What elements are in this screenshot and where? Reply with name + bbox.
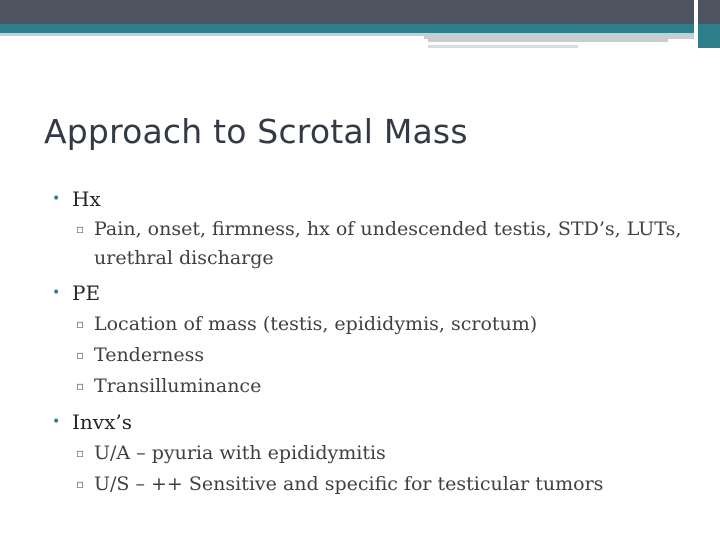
sub-bullet-icon: ▫ [76,446,85,460]
bullet-icon: • [52,191,61,207]
header-bar-teal-right [698,24,720,48]
bullet-item-invx [52,406,692,438]
sub-bullet-item [52,340,692,371]
sub-bullet-icon: ▫ [76,317,85,331]
header-bar-dark-fill [0,0,694,24]
sub-bullet-item [52,469,692,500]
header-bar-grey [428,39,668,42]
bullet-item-hx [52,183,692,215]
sub-bullet-text: Tenderness [94,344,205,366]
bullet-label: Invx’s [72,410,132,434]
sub-list-pe [52,309,692,402]
header-bar-teal [0,24,720,33]
sub-bullet-icon: ▫ [76,222,85,236]
header-bar-dark-right [698,0,720,24]
header-bar-grey [0,33,424,36]
sub-bullet-text: U/S – ++ Sensitive and specific for testicular tumors [94,473,604,495]
sub-bullet-icon: ▫ [76,477,85,491]
bullet-icon: • [52,285,61,301]
bullet-label: Hx [72,187,101,211]
bullet-label: PE [72,281,101,305]
sub-list-hx [52,215,692,273]
bullet-icon: • [52,414,61,430]
header-bar-gap [694,0,698,48]
slide-title: Approach to Scrotal Mass [44,112,468,151]
sub-bullet-text: Location of mass (testis, epididymis, scrotum) [94,313,538,335]
sub-bullet-text: Transilluminance [94,375,262,397]
sub-bullet-item [52,215,692,273]
sub-bullet-icon: ▫ [76,379,85,393]
sub-bullet-item [52,309,692,340]
sub-bullet-text: Pain, onset, firmness, hx of undescended testis, STD’s, LUTs, urethral discharge [94,218,682,269]
sub-list-invx [52,438,692,500]
header-bar-grey [428,45,578,48]
slide-body [52,183,692,504]
sub-bullet-item [52,371,692,402]
bullet-item-pe [52,277,692,309]
sub-bullet-icon: ▫ [76,348,85,362]
sub-bullet-text: U/A – pyuria with epididymitis [94,442,386,464]
sub-bullet-item [52,438,692,469]
